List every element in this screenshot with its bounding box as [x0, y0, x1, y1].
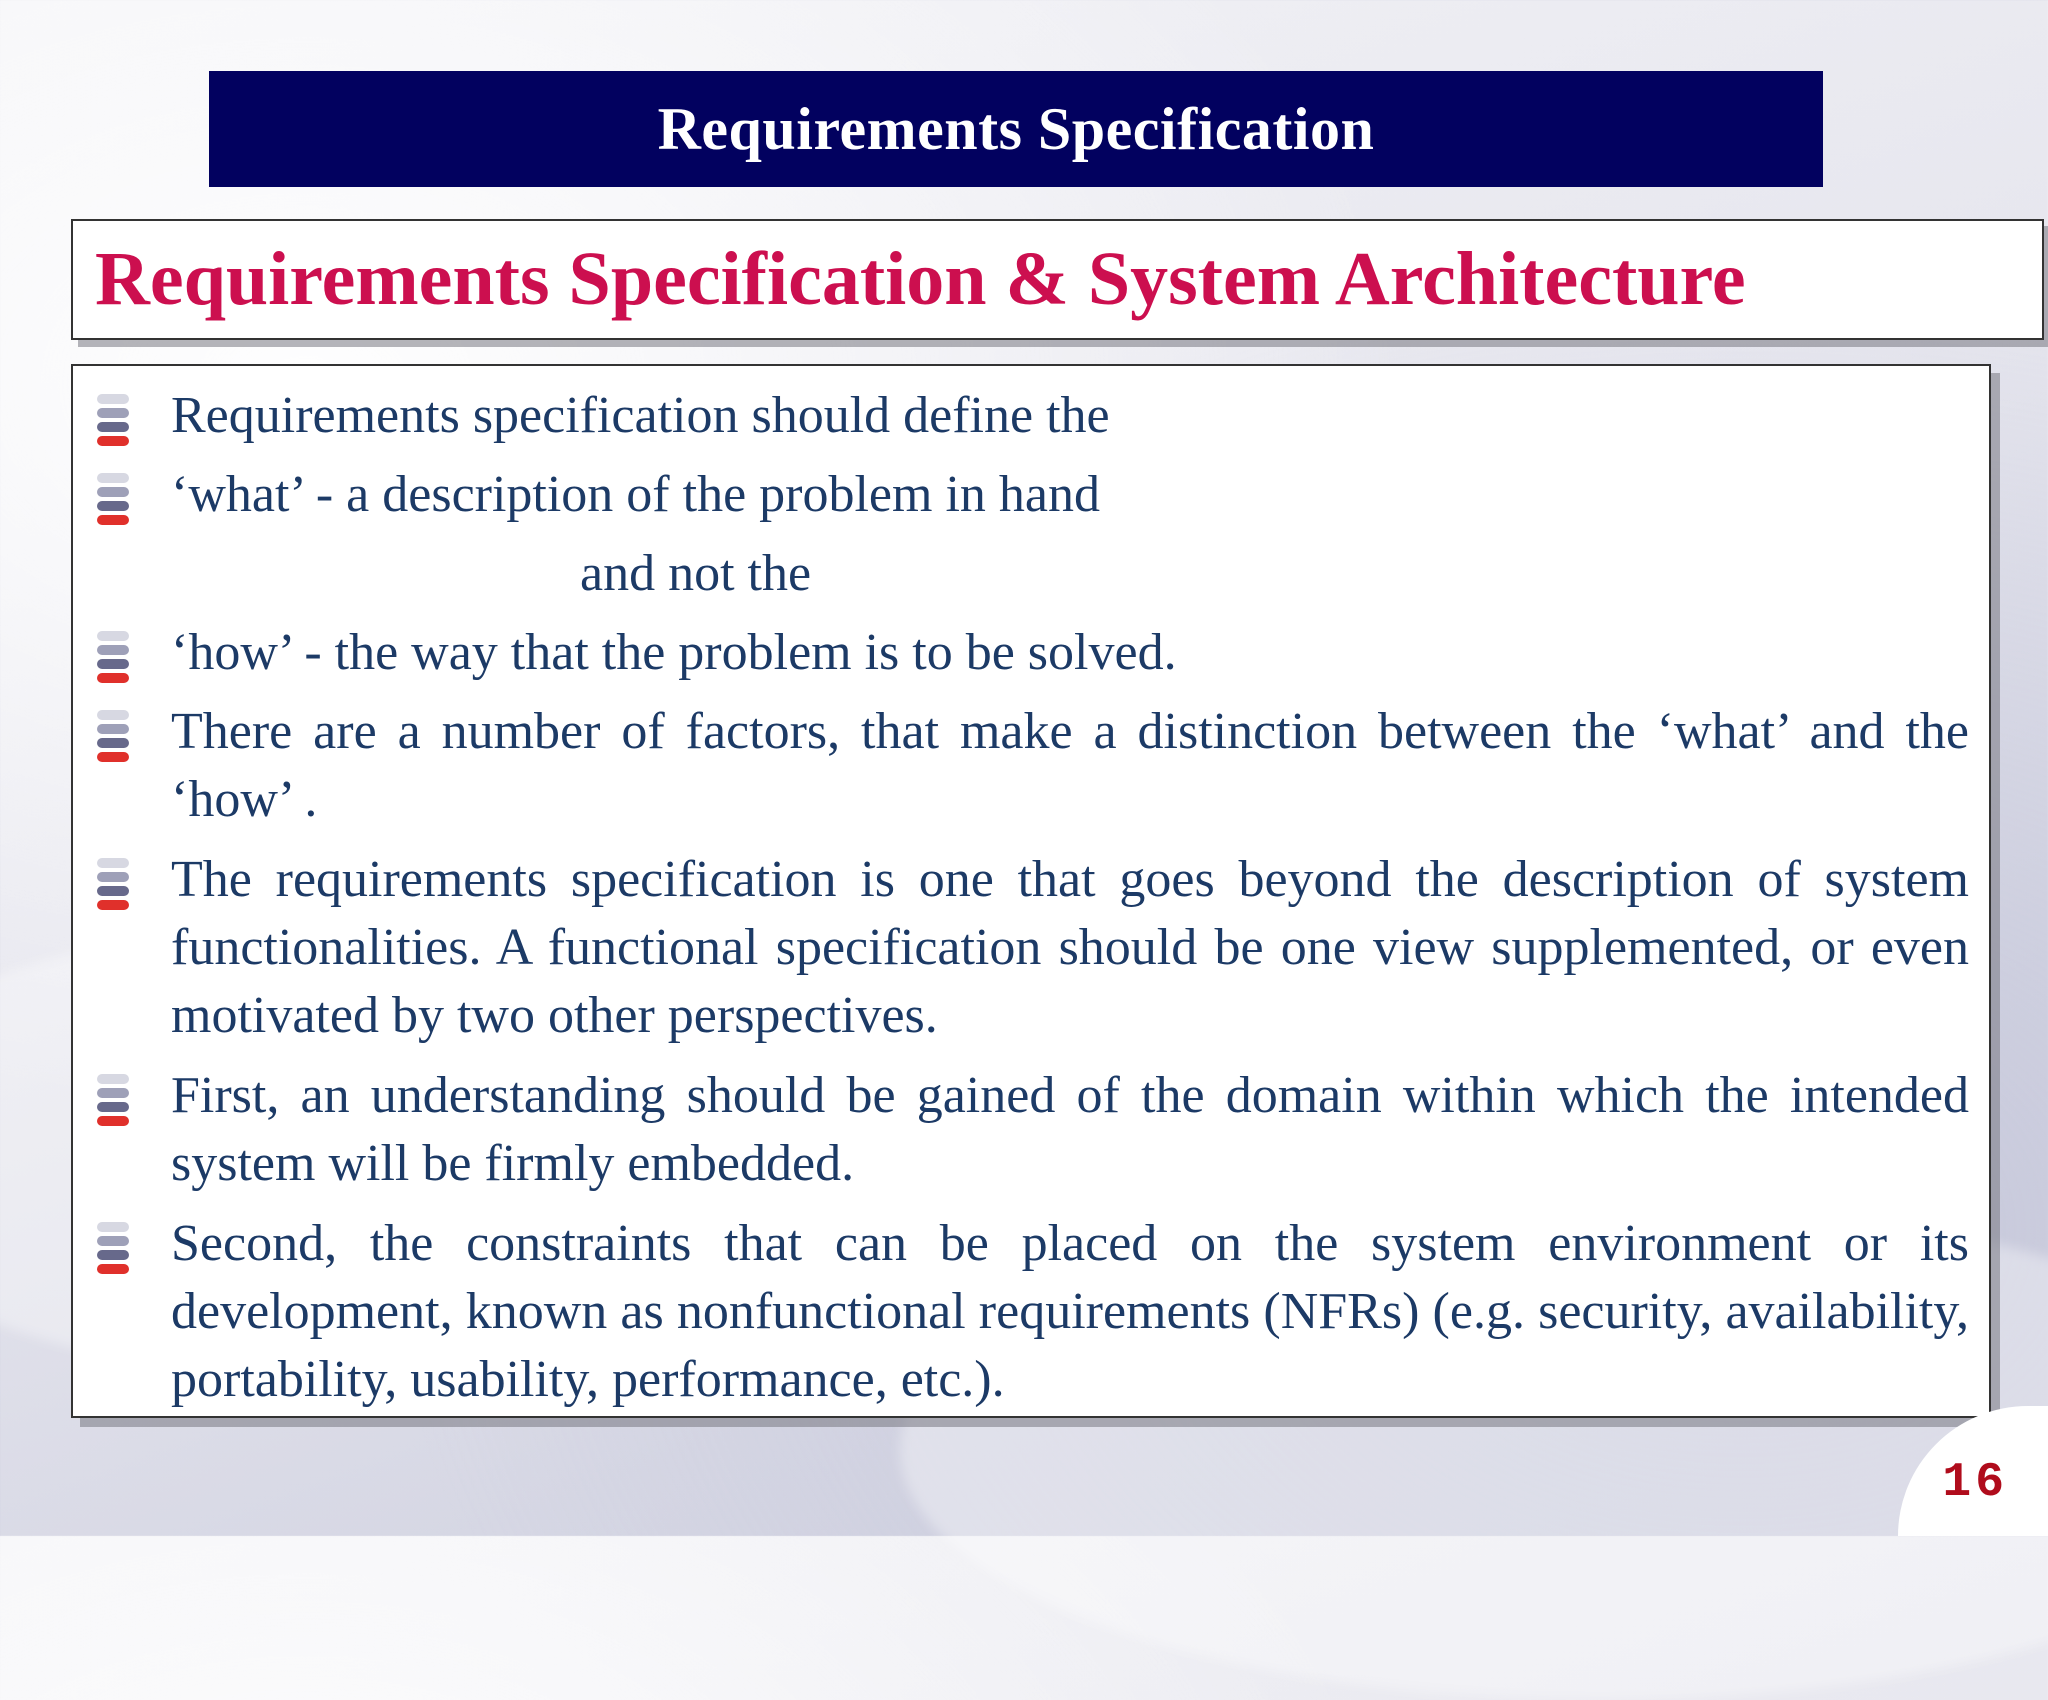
bullet-text: There are a number of factors, that make a distinction between the ‘what’ and the ‘how’ .	[171, 703, 1969, 828]
bullet-text: ‘how’ - the way that the problem is to be solved.	[171, 624, 1177, 681]
bullet-text: Second, the constraints that can be placed on the system environment or its development, known as nonfunctional requirements (NFRs) (e.g. security, availability, portability, usability, performance, etc.).	[171, 1215, 1969, 1408]
bullet-text: ‘what’ - a description of the problem in hand	[171, 466, 1100, 523]
stacked-bars-bullet-icon	[97, 631, 129, 691]
stacked-bars-bullet-icon	[97, 1222, 129, 1282]
slide-heading: Requirements Specification & System Architecture	[95, 237, 1746, 321]
slide-title: Requirements Specification	[657, 95, 1375, 162]
stacked-bars-bullet-icon	[97, 394, 129, 454]
slide-title-bar	[209, 71, 1823, 187]
bullet-text: The requirements specification is one that goes beyond the description of system functionalities. A functional specification should be one view supplemented, or even motivated by two other perspectives.	[171, 851, 1969, 1044]
stacked-bars-bullet-icon	[97, 858, 129, 918]
content-box	[71, 364, 1991, 1418]
stacked-bars-bullet-icon	[97, 710, 129, 770]
stacked-bars-bullet-icon	[97, 473, 129, 533]
bullet-text: Requirements specification should define the	[171, 387, 1110, 444]
indented-text: and not the	[580, 545, 812, 602]
stacked-bars-bullet-icon	[97, 1074, 129, 1134]
bullet-text: First, an understanding should be gained of the domain within which the intended system will be firmly embedded.	[171, 1067, 1969, 1192]
page-number: 16	[1942, 1456, 2008, 1510]
heading-box	[71, 219, 2044, 340]
